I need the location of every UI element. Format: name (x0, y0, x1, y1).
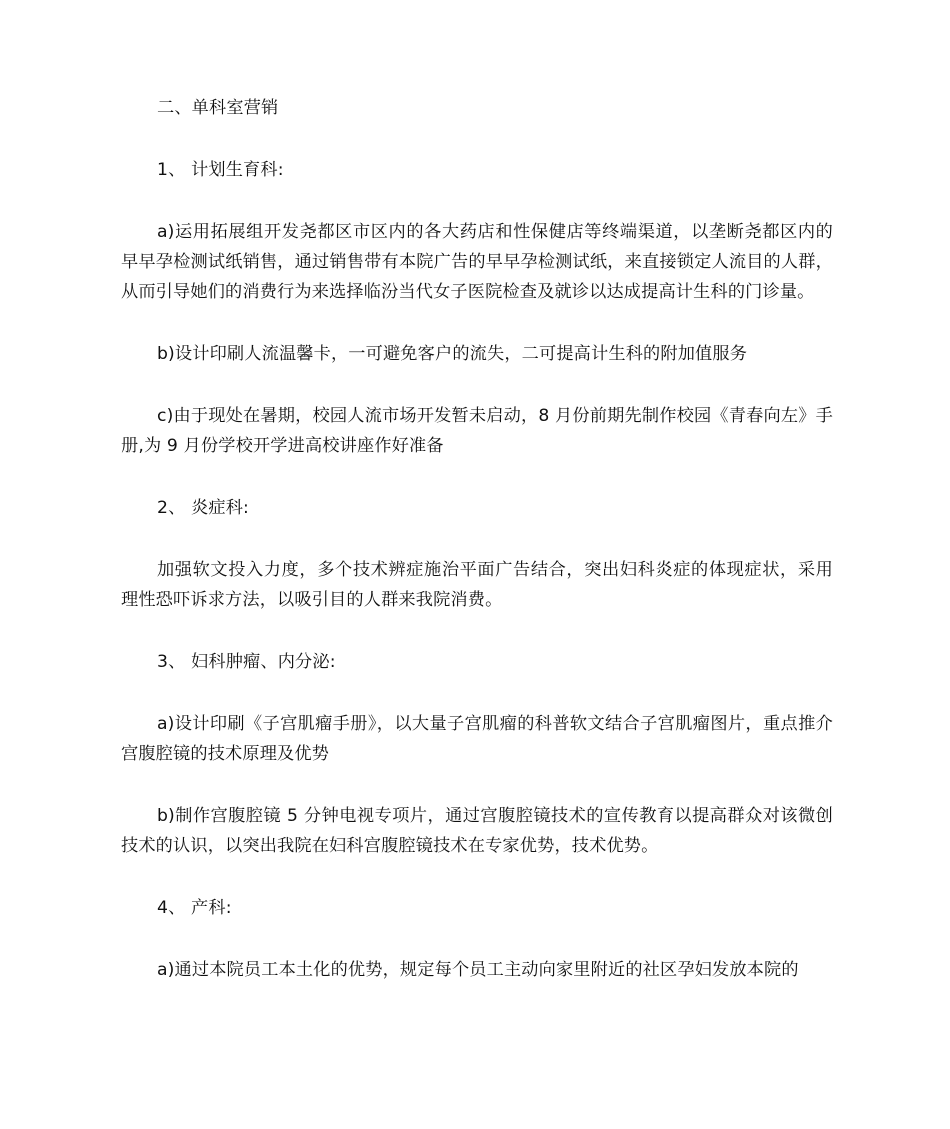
subsection-heading-family-planning: 1、 计划生育科: (157, 160, 284, 180)
paragraph-family-planning-c: c)由于现处在暑期，校园人流市场开发暂未启动，8 月份前期先制作校园《青春向左》手册,为 9 月份学校开学进高校讲座作好准备 (121, 406, 833, 456)
subsection-heading-inflammation: 2、 炎症科: (157, 498, 249, 518)
subsection-heading-obstetrics: 4、 产科: (157, 898, 232, 918)
section-heading: 二、单科室营销 (157, 98, 279, 118)
document-body (121, 93, 833, 1017)
paragraph-family-planning-b: b)设计印刷人流温馨卡，一可避免客户的流失，二可提高计生科的附加值服务 (157, 344, 748, 364)
subsection-heading-gynecologic-tumor: 3、 妇科肿瘤、内分泌: (157, 652, 336, 672)
paragraph-gynecologic-tumor-b: b)制作宫腹腔镜 5 分钟电视专项片，通过宫腹腔镜技术的宣传教育以提高群众对该微创技术的认识，以突出我院在妇科宫腹腔镜技术在专家优势，技术优势。 (121, 806, 833, 856)
paragraph-inflammation: 加强软文投入力度，多个技术辨症施治平面广告结合，突出妇科炎症的体现症状，采用理性恐吓诉求方法，以吸引目的人群来我院消费。 (121, 560, 833, 610)
paragraph-obstetrics-a: a)通过本院员工本土化的优势，规定每个员工主动向家里附近的社区孕妇发放本院的 (157, 960, 799, 980)
paragraph-gynecologic-tumor-a: a)设计印刷《子宫肌瘤手册》，以大量子宫肌瘤的科普软文结合子宫肌瘤图片，重点推介宫腹腔镜的技术原理及优势 (121, 714, 833, 764)
paragraph-family-planning-a: a)运用拓展组开发尧都区市区内的各大药店和性保健店等终端渠道，以垄断尧都区内的早早孕检测试纸销售，通过销售带有本院广告的早早孕检测试纸，来直接锁定人流目的人群，从而引导她们的消费行为来选择临汾当代女子医院检查及就诊以达成提高计生科的门诊量。 (121, 222, 833, 302)
